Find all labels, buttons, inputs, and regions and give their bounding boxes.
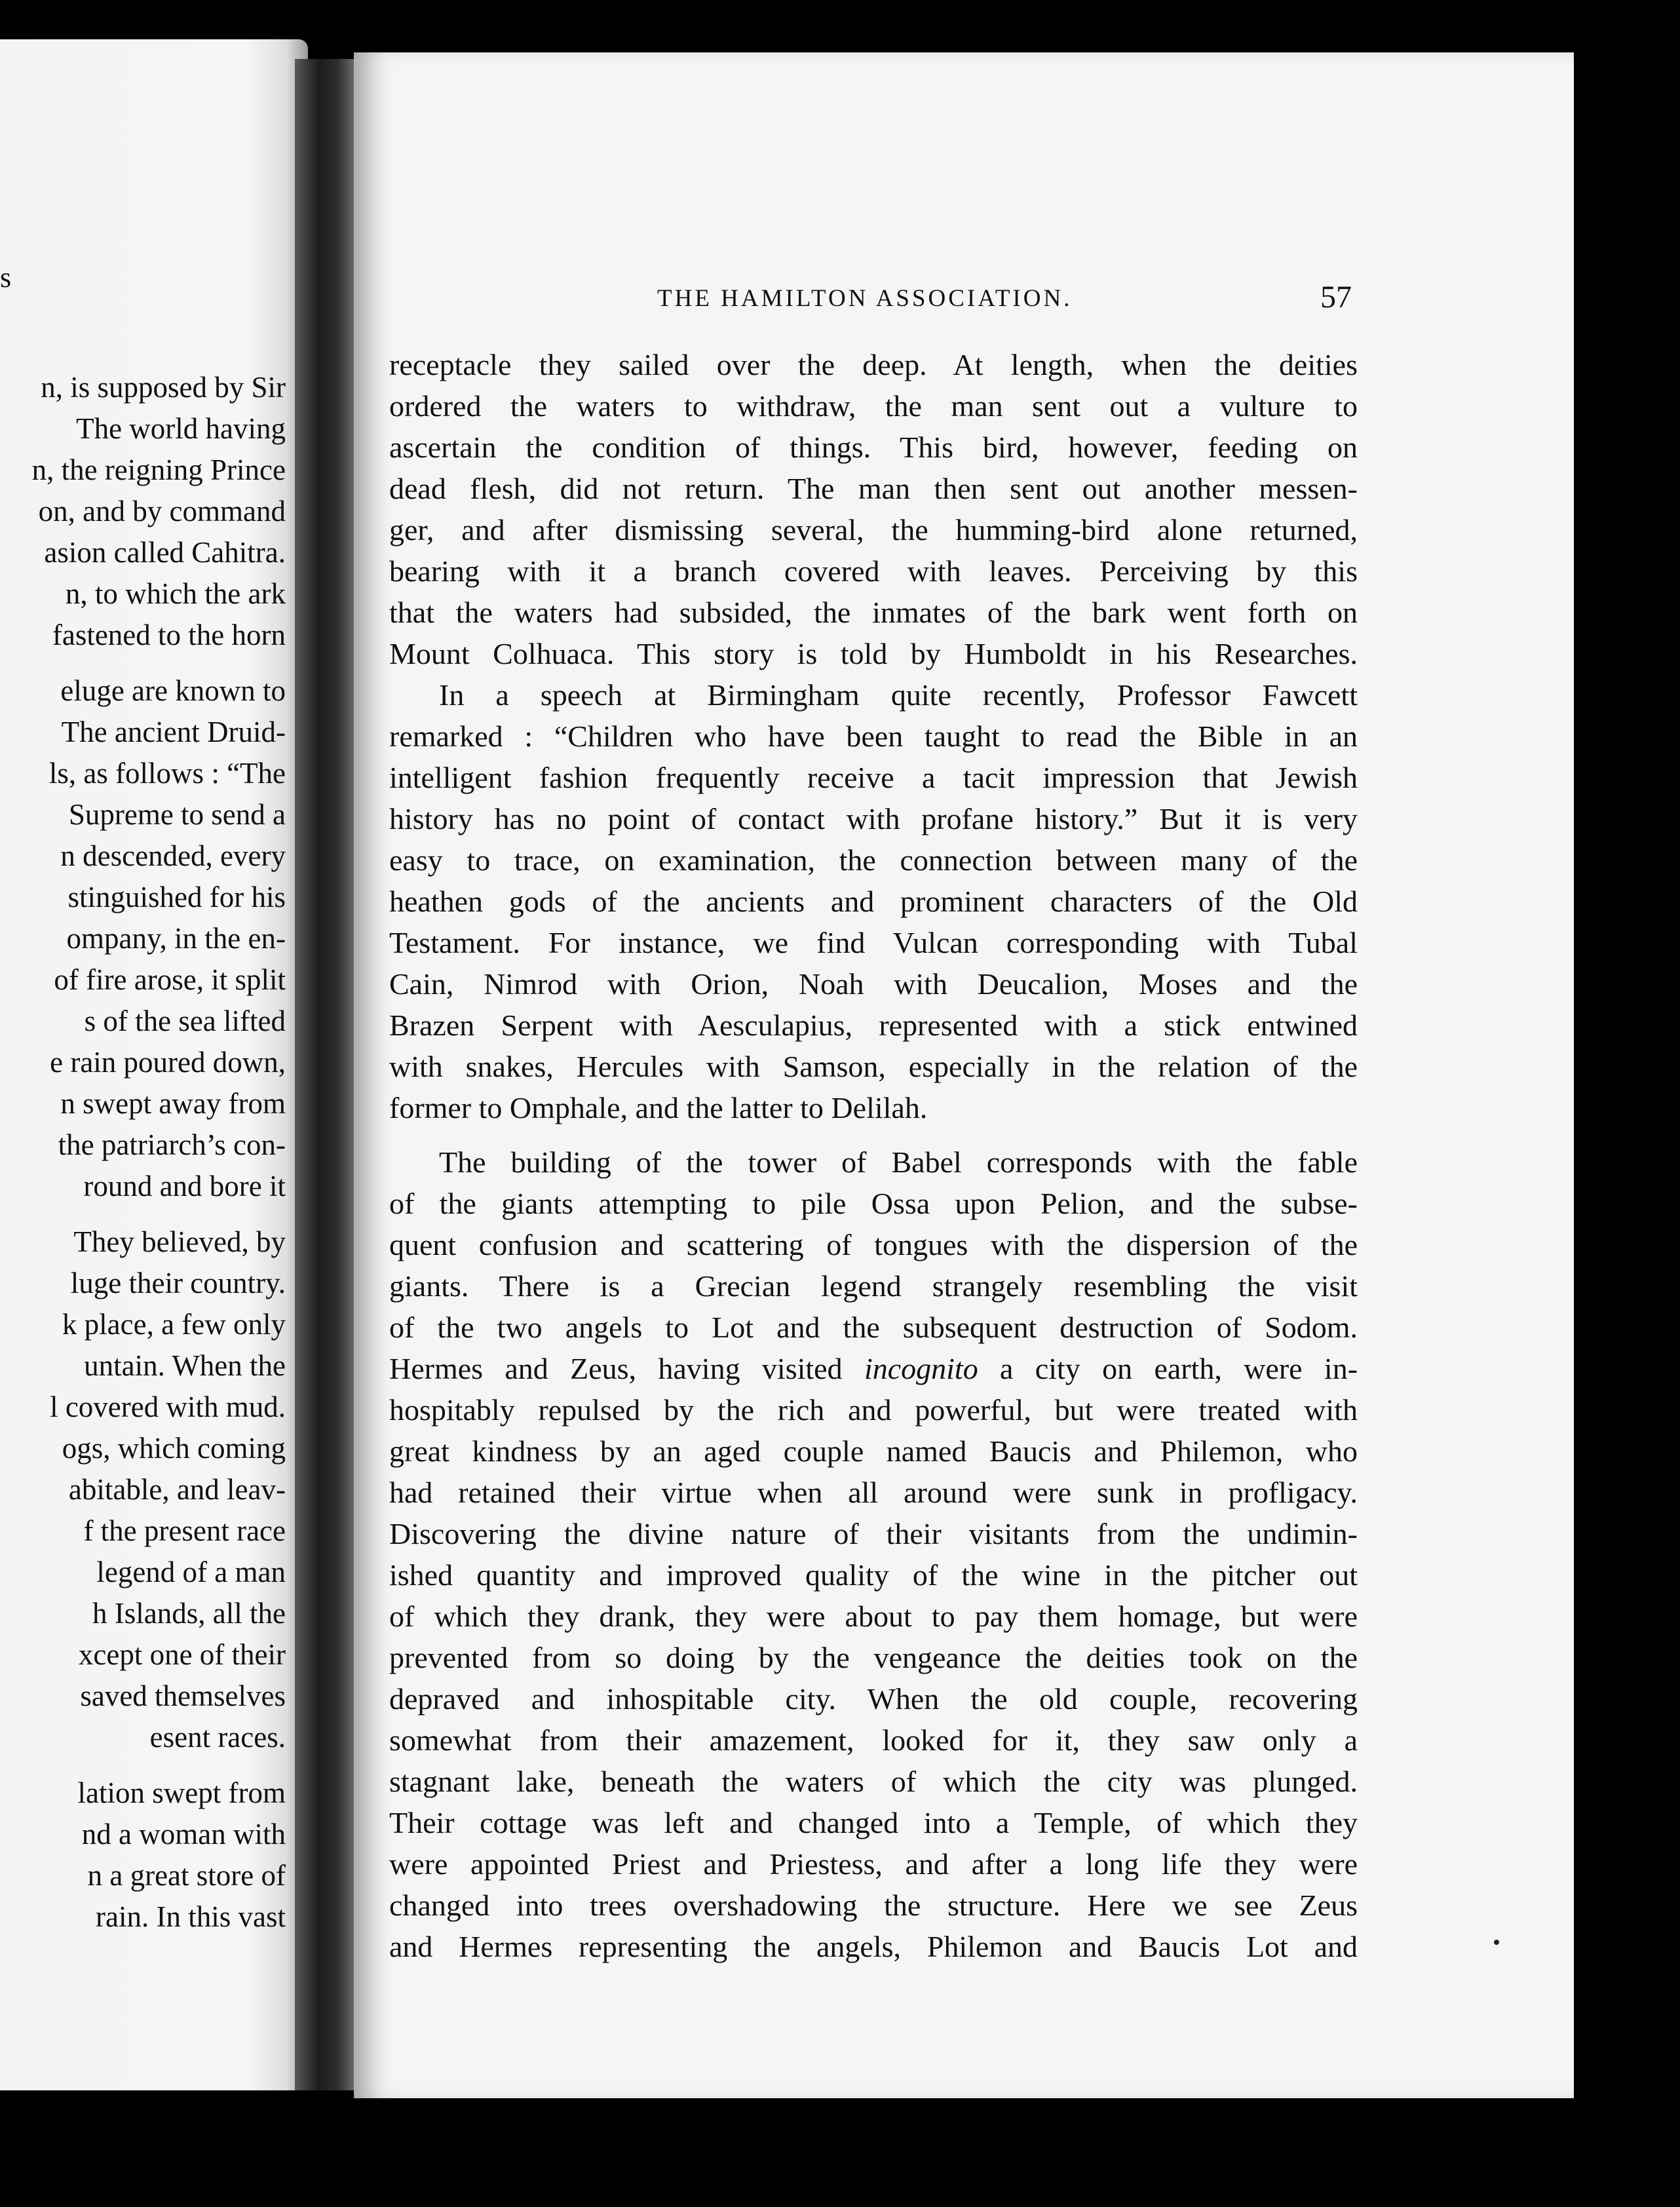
left-page-line: ls, as follows : “The [48,757,286,790]
text-line: quent confusion and scattering of tongues with the dispersion of the [389,1228,1358,1261]
text-line: were appointed Priest and Priestess, and after a long life they were [389,1847,1358,1881]
text-line: with snakes, Hercules with Samson, especially in the relation of the [389,1050,1358,1083]
text-line: giants. There is a Grecian legend strangely resembling the visit [389,1269,1358,1303]
left-page-line: fastened to the horn [52,619,286,651]
text-line: receptacle they sailed over the deep. At length, when the deities [389,348,1358,381]
left-page-line: They believed, by [73,1225,286,1258]
left-page-line: rain. In this vast [96,1900,286,1933]
left-page-line: n descended, every [60,839,286,872]
text-line: ordered the waters to withdraw, the man sent out a vulture to [389,389,1358,423]
left-facing-page [0,39,308,2090]
page-number: 57 [1320,280,1352,315]
right-page [354,52,1574,2098]
left-page-line: the patriarch’s con- [58,1128,286,1161]
left-page-line: abitable, and leav- [68,1473,286,1506]
paragraph-end-line: former to Omphale, and the latter to Delilah. [389,1091,928,1124]
text-line: ascertain the condition of things. This bird, however, feeding on [389,431,1358,464]
text-line: dead flesh, did not return. The man then sent out another messen- [389,472,1358,505]
text-line: that the waters had subsided, the inmates of the bark went forth on [389,596,1358,629]
text-line: history has no point of contact with profane history.” But it is very [389,802,1358,835]
left-page-line: n, is supposed by Sir [41,371,286,404]
text-line: remarked : “Children who have been taught to read the Bible in an [389,720,1358,753]
left-page-line: untain. When the [84,1349,286,1382]
text-run: a city on earth, were in- [1000,1352,1358,1385]
text-line: Brazen Serpent with Aesculapius, represented with a stick entwined [389,1008,1358,1042]
text-line: had retained their virtue when all around were sunk in profligacy. [389,1476,1358,1509]
left-page-line: legend of a man [96,1556,286,1588]
paragraph-start-line: In a speech at Birmingham quite recently, Professor Fawcett [439,678,1358,712]
left-page-line: asion called Cahitra. [44,536,286,569]
text-line [389,1348,1358,1389]
left-page-line: n a great store of [87,1859,286,1892]
text-line: heathen gods of the ancients and prominent characters of the Old [389,885,1358,918]
ink-speck [1494,1940,1499,1945]
left-page-line: The ancient Druid- [61,716,286,748]
running-title: THE HAMILTON ASSOCIATION. [657,285,1073,312]
left-page-line: Supreme to send a [68,798,286,831]
text-line: Mount Colhuaca. This story is told by Humboldt in his Researches. [389,637,1358,670]
text-line: great kindness by an aged couple named Baucis and Philemon, who [389,1434,1358,1468]
text-line: ger, and after dismissing several, the humming-bird alone returned, [389,513,1358,547]
text-line: ished quantity and improved quality of the wine in the pitcher out [389,1558,1358,1592]
left-page-line: nd a woman with [81,1818,286,1851]
text-line: somewhat from their amazement, looked for it, they saw only a [389,1723,1358,1757]
left-page-line: f the present race [83,1514,286,1547]
text-line: prevented from so doing by the vengeance the deities took on the [389,1641,1358,1674]
text-line: depraved and inhospitable city. When the old couple, recovering [389,1682,1358,1716]
text-line: of the giants attempting to pile Ossa upon Pelion, and the subse- [389,1187,1358,1220]
left-page-line: n swept away from [60,1087,286,1120]
text-line: stagnant lake, beneath the waters of which the city was plunged. [389,1765,1358,1798]
text-line: Their cottage was left and changed into a Temple, of which they [389,1806,1358,1839]
left-page-line: ompany, in the en- [66,922,286,955]
left-page-line: e rain poured down, [50,1046,286,1079]
left-page-line: esent races. [149,1721,286,1754]
text-line: bearing with it a branch covered with leaves. Perceiving by this [389,554,1358,588]
text-line: easy to trace, on examination, the connection between many of the [389,843,1358,877]
left-page-line: h Islands, all the [92,1597,286,1630]
left-page-line: l covered with mud. [50,1391,286,1423]
text-run: Hermes and Zeus, having visited [389,1352,843,1385]
left-page-line: xcept one of their [78,1638,286,1671]
left-page-line: lation swept from [77,1776,286,1809]
body-text [354,52,1574,2098]
left-page-line: of fire arose, it split [54,963,286,996]
text-line: and Hermes representing the angels, Philemon and Baucis Lot and [389,1930,1358,1963]
left-page-line: eluge are known to [60,674,286,707]
paragraph-start-line: The building of the tower of Babel corresponds with the fable [439,1145,1358,1179]
italic-word: incognito [864,1352,978,1385]
text-line: Testament. For instance, we find Vulcan corresponding with Tubal [389,926,1358,959]
text-line: hospitably repulsed by the rich and powerful, but were treated with [389,1393,1358,1427]
left-page-line: ogs, which coming [62,1432,286,1465]
left-page-line: luge their country. [70,1267,286,1299]
text-line: intelligent fashion frequently receive a tacit impression that Jewish [389,761,1358,794]
left-page-header-fragment: s [0,261,12,294]
text-line: of the two angels to Lot and the subsequent destruction of Sodom. [389,1311,1358,1344]
left-page-line: s of the sea lifted [84,1005,286,1037]
left-page-line: saved themselves [80,1679,286,1712]
left-page-line: The world having [76,412,286,445]
text-line: Cain, Nimrod with Orion, Noah with Deucalion, Moses and the [389,967,1358,1001]
text-line: Discovering the divine nature of their visitants from the undimin- [389,1517,1358,1550]
left-page-line: n, the reigning Prince [31,453,286,486]
text-line: changed into trees overshadowing the structure. Here we see Zeus [389,1889,1358,1922]
left-page-line: on, and by command [38,495,286,528]
left-page-line: round and bore it [83,1170,286,1202]
left-page-line: stinguished for his [67,881,286,913]
left-page-line: k place, a few only [62,1308,286,1341]
left-page-line: n, to which the ark [65,577,286,610]
text-line: of which they drank, they were about to pay them homage, but were [389,1600,1358,1633]
